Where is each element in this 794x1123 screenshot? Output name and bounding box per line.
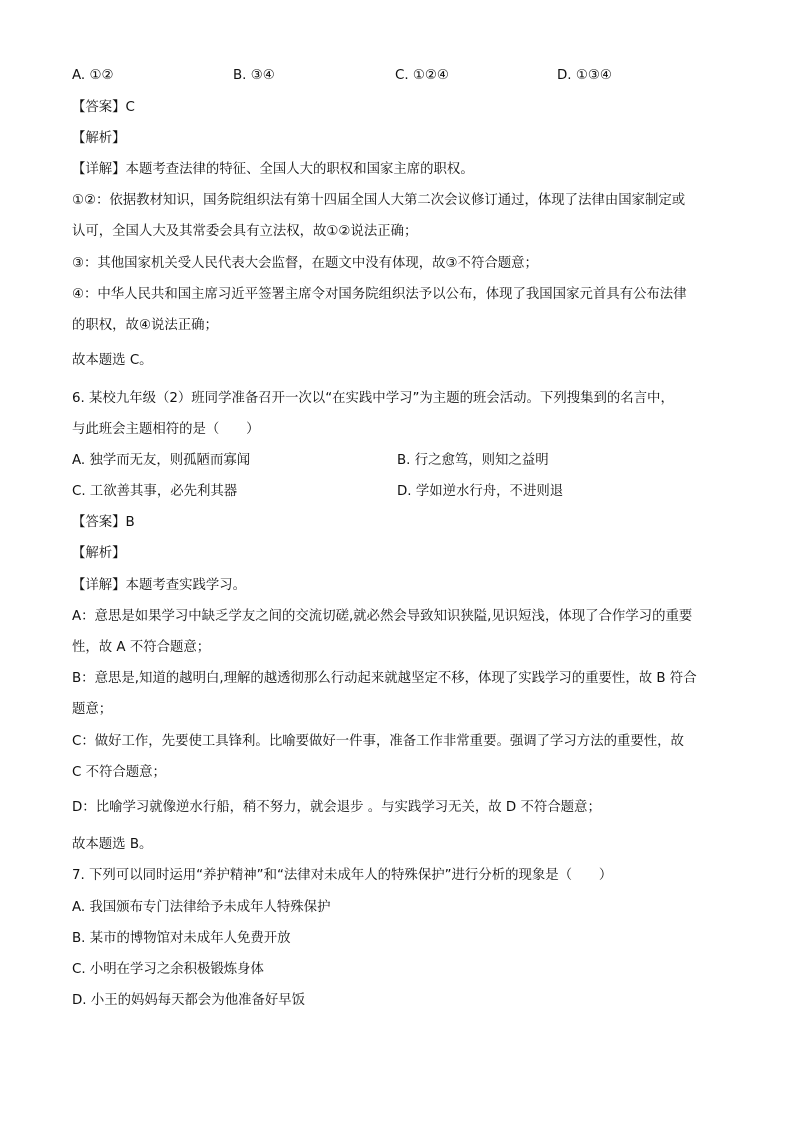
q5-detail-line: 【详解】本题考查法律的特征、全国人大的职权和国家主席的职权。 <box>72 162 474 177</box>
q5-option-a: A. ①② <box>72 68 114 83</box>
q5-option-b: B. ③④ <box>233 68 275 83</box>
q6-option-a: A. 独学而无友，则孤陋而寡闻 <box>72 453 251 468</box>
q5-detail-line: ①②：依据教材知识，国务院组织法有第十四届全国人大第二次会议修订通过，体现了法律由国家制定或 <box>72 193 686 208</box>
q6-detail-line: C 不符合题意； <box>72 765 166 780</box>
q5-option-c: C. ①②④ <box>395 68 449 83</box>
q6-option-d: D. 学如逆水行舟，不进则退 <box>397 484 564 499</box>
q6-detail-line: B：意思是,知道的越明白,理解的越透彻那么行动起来就越坚定不移，体现了实践学习的重要性，故 B 符合 <box>72 671 697 686</box>
q7-option-c: C. 小明在学习之余积极锻炼身体 <box>72 962 264 977</box>
q6-answer: 【答案】B <box>72 515 135 530</box>
q5-detail-line: ④：中华人民共和国主席习近平签署主席令对国务院组织法予以公布，体现了我国国家元首具有公布法律 <box>72 287 687 302</box>
q5-analysis-heading: 【解析】 <box>72 131 126 146</box>
q6-stem: 与此班会主题相符的是（ ） <box>72 422 260 437</box>
q6-conclusion: 故本题选 B。 <box>72 837 153 852</box>
q5-answer: 【答案】C <box>72 100 135 115</box>
q5-detail-line: ③：其他国家机关受人民代表大会监督，在题文中没有体现，故③不符合题意； <box>72 256 538 271</box>
q6-detail-line: C：做好工作，先要使工具锋利。比喻要做好一件事，准备工作非常重要。强调了学习方法的重要性，故 <box>72 734 684 749</box>
q6-detail-line: A：意思是如果学习中缺乏学友之间的交流切磋,就必然会导致知识狭隘,见识短浅，体现了合作学习的重要 <box>72 609 693 624</box>
q6-detail-line: 性，故 A 不符合题意； <box>72 640 211 655</box>
q5-detail-line: 的职权，故④说法正确； <box>72 318 218 333</box>
q6-detail-line: 题意； <box>72 702 113 717</box>
q5-conclusion: 故本题选 C。 <box>72 353 153 368</box>
q6-stem: 6. 某校九年级（2）班同学准备召开一次以“在实践中学习”为主题的班会活动。下列搜集到的名言中， <box>72 391 674 406</box>
q6-analysis-heading: 【解析】 <box>72 546 126 561</box>
q6-detail-line: D：比喻学习就像逆水行船，稍不努力，就会退步 。与实践学习无关，故 D 不符合题意； <box>72 800 601 815</box>
q6-detail-line: 【详解】本题考查实践学习。 <box>72 578 247 593</box>
q6-option-c: C. 工欲善其事，必先利其器 <box>72 484 238 499</box>
q7-option-a: A. 我国颁布专门法律给予未成年人特殊保护 <box>72 900 331 915</box>
q5-detail-line: 认可，全国人大及其常委会具有立法权，故①②说法正确； <box>72 224 418 239</box>
q5-option-d: D. ①③④ <box>557 68 612 83</box>
q6-option-b: B. 行之愈笃，则知之益明 <box>397 453 549 468</box>
q7-option-d: D. 小王的妈妈每天都会为他准备好早饭 <box>72 993 306 1008</box>
q7-option-b: B. 某市的博物馆对未成年人免费开放 <box>72 931 291 946</box>
q7-stem: 7. 下列可以同时运用“养护精神”和“法律对未成年人的特殊保护”进行分析的现象是（ ） <box>72 868 613 883</box>
